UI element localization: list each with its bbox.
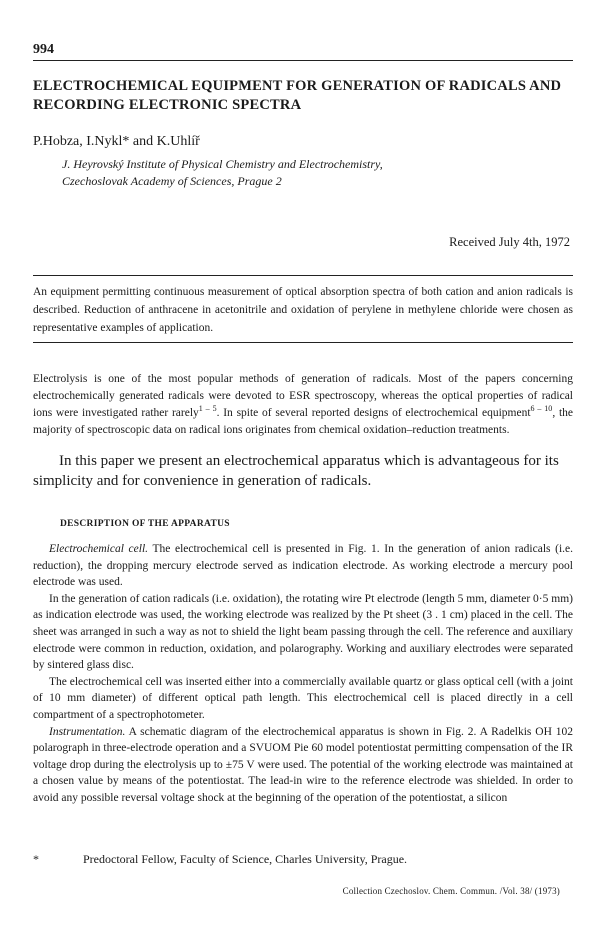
article-authors: P.Hobza, I.Nykl* and K.Uhlíř xyxy=(33,134,200,149)
author-affiliation xyxy=(62,156,383,190)
cell-paragraph-2: In the generation of cation radicals (i.e. oxidation), the rotating wire Pt electrode (length 5 mm, diameter 0·5 mm) as indication electrode was used, the working electrode was realized by the Pt sheet (3 . 1 cm) placed in the cell. The sheet was arranged in such a way as not to shield the light beam passing through the cell. The reference and auxiliary electrode were common in reduction, oxidation, and polarography. Working and auxiliary electrodes were separated by sintered glass disc. xyxy=(33,592,573,672)
instrumentation-run-in-heading: Instrumentation. xyxy=(49,725,126,738)
cell-paragraph-3: The electrochemical cell was inserted either into a commercially available quartz or glass optical cell (with a joint of 10 mm diameter) of different optical path length. This electrochemical cell is placed directly in a cell compartment of a spectrophotometer. xyxy=(33,675,573,721)
instrumentation-text: A schematic diagram of the electrochemical apparatus is shown in Fig. 2. A Radelkis OH 102 polarograph in three-electrode operation and a SVUOM Pie 60 model potentiostat permitting compensation of the IR voltage drop during the electrolysis up to ±75 V were used. The potential of the working electrode was maintained at a chosen value by means of the potentiostat. The lead-in wire to the reference electrode was shielded. In order to avoid any possible reversal voltage shock at the beginning of the operation of the potentiostat, a silicon xyxy=(33,725,573,804)
intro-part-1: Electrolysis is one of the most popular methods of generation of radicals. Most of the papers concerning electrochemically generated radicals were devoted to ESR spectroscopy, whereas the optical properties of radical ions were investigated rather rarely xyxy=(33,373,573,419)
article-title: ELECTROCHEMICAL EQUIPMENT FOR GENERATION OF RADICALS AND RECORDING ELECTRONIC SPECTRA xyxy=(33,78,562,113)
lead-paragraph xyxy=(33,451,573,491)
footnote-mark: * xyxy=(33,852,39,866)
instrumentation-paragraph xyxy=(33,724,573,807)
received-date: Received July 4th, 1972 xyxy=(449,235,570,249)
abstract-rule-top xyxy=(33,275,573,276)
journal-citation-footer: Collection Czechoslov. Chem. Commun. /Vol. 38/ (1973) xyxy=(342,886,560,896)
intro-paragraph xyxy=(33,371,573,439)
intro-part-3: , the majority of spectroscopic data on radical ions originates from chemical oxidation–reduction treatments. xyxy=(33,407,574,436)
cell-paragraph-1-text: The electrochemical cell is presented in Fig. 1. In the generation of anion radicals (i.e. reduction), the dropping mercury electrode served as indication electrode. As working electrode a mercury pool electrode was used. xyxy=(33,543,573,589)
cell-run-in-heading: Electrochemical cell. xyxy=(49,543,149,555)
intro-part-2: . In spite of several reported designs of electrochemical equipment xyxy=(216,407,531,419)
section-heading: DESCRIPTION OF THE APPARATUS xyxy=(60,519,230,529)
page-number: 994 xyxy=(33,42,54,57)
footnote-text: Predoctoral Fellow, Faculty of Science, Charles University, Prague. xyxy=(83,852,408,866)
reference-superscript-1: 1 – 5 xyxy=(198,404,217,414)
intro-text xyxy=(33,371,573,439)
footnote xyxy=(33,852,407,867)
header-rule xyxy=(33,60,573,61)
cell-paragraph-1 xyxy=(33,541,573,591)
abstract-text: An equipment permitting continuous measurement of optical absorption spectra of both cation and anion radicals is described. Reduction of anthracene in acetonitrile and oxidation of perylene in methylene chloride were chosen as representative examples of application. xyxy=(33,286,573,334)
lead-text: In this paper we present an electrochemical apparatus which is advantageous for its simplicity and for convenience in generation of radicals. xyxy=(33,453,559,489)
affiliation-line-1: J. Heyrovský Institute of Physical Chemistry and Electrochemistry, xyxy=(62,157,383,171)
abstract xyxy=(33,283,573,337)
section-body xyxy=(33,541,573,807)
affiliation-line-2: Czechoslovak Academy of Sciences, Prague 2 xyxy=(62,174,282,188)
reference-superscript-2: 6 – 10 xyxy=(530,404,553,414)
abstract-rule-bottom xyxy=(33,342,573,343)
